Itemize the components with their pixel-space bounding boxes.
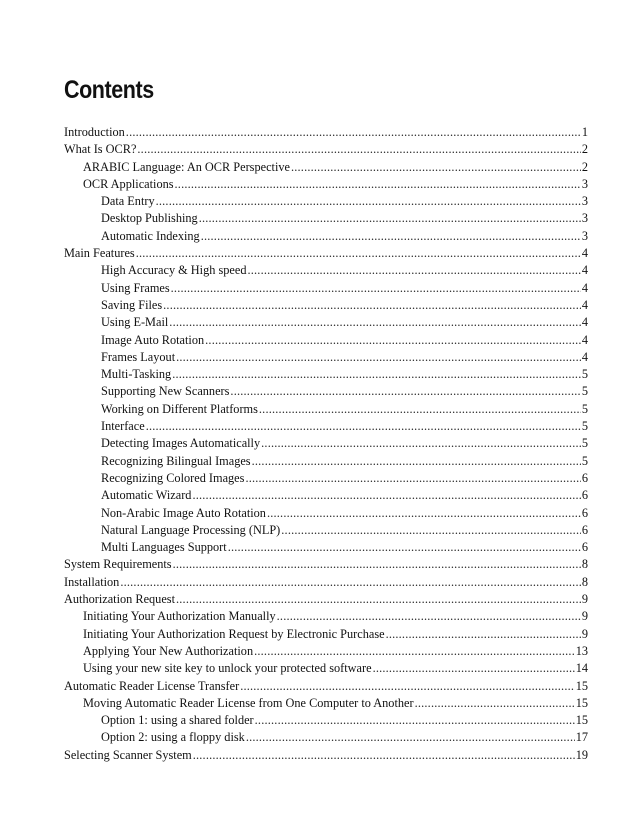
dot-leader [163, 297, 581, 314]
toc-entry[interactable] [64, 141, 588, 158]
toc-entry[interactable] [64, 556, 588, 573]
toc-page-number: 2 [581, 142, 588, 157]
toc-page-number: 4 [581, 315, 588, 330]
toc-page-number: 5 [581, 419, 588, 434]
dot-leader [386, 626, 581, 643]
toc-entry[interactable] [64, 332, 588, 349]
dot-leader [193, 747, 575, 764]
toc-entry[interactable] [64, 418, 588, 435]
toc-entry-title: Natural Language Processing (NLP) [101, 522, 281, 537]
dot-leader [176, 591, 581, 608]
toc-page-number: 9 [581, 626, 588, 641]
toc-entry[interactable] [64, 193, 588, 210]
dot-leader [255, 712, 575, 729]
toc-entry[interactable] [64, 366, 588, 383]
toc-entry-title: Supporting New Scanners [101, 384, 230, 399]
toc-entry-title: Image Auto Rotation [101, 332, 205, 347]
toc-entry-title: Automatic Indexing [101, 228, 200, 243]
toc-page-number: 9 [581, 609, 588, 624]
dot-leader [267, 505, 581, 522]
toc-entry[interactable] [64, 453, 588, 470]
toc-entry[interactable] [64, 210, 588, 227]
toc-entry[interactable] [64, 695, 588, 712]
toc-entry[interactable] [64, 539, 588, 556]
toc-page-number: 5 [581, 384, 588, 399]
toc-entry[interactable] [64, 280, 588, 297]
toc-entry[interactable] [64, 643, 588, 660]
toc-entry-title: Recognizing Bilingual Images [101, 453, 251, 468]
toc-page-number: 6 [581, 522, 588, 537]
toc-page-number: 15 [575, 678, 588, 693]
toc-entry-title: Multi-Tasking [101, 367, 172, 382]
toc-page-number: 13 [575, 643, 588, 658]
toc-entry[interactable] [64, 435, 588, 452]
toc-entry-title: Moving Automatic Reader License from One Computer to Another [83, 695, 414, 710]
toc-page-number: 14 [575, 661, 588, 676]
dot-leader [173, 556, 581, 573]
toc-page-number: 4 [581, 297, 588, 312]
toc-page-number: 6 [581, 505, 588, 520]
toc-entry[interactable] [64, 262, 588, 279]
toc-entry[interactable] [64, 245, 588, 262]
dot-leader [252, 453, 581, 470]
toc-entry[interactable] [64, 660, 588, 677]
toc-entry[interactable] [64, 729, 588, 746]
toc-entry-title: Option 2: using a floppy disk [101, 730, 245, 745]
dot-leader [205, 332, 581, 349]
dot-leader [261, 435, 581, 452]
toc-page-number: 4 [581, 349, 588, 364]
dot-leader [176, 349, 581, 366]
dot-leader [247, 262, 580, 279]
toc-page-number: 5 [581, 453, 588, 468]
toc-entry[interactable] [64, 176, 588, 193]
dot-leader [281, 522, 581, 539]
page-title: Contents [64, 76, 154, 104]
toc-entry[interactable] [64, 487, 588, 504]
toc-page-number: 4 [581, 280, 588, 295]
toc-entry-title: Interface [101, 419, 145, 434]
toc-page-number: 8 [581, 574, 588, 589]
toc-entry[interactable] [64, 678, 588, 695]
dot-leader [230, 383, 580, 400]
toc-entry-title: Saving Files [101, 297, 163, 312]
toc-entry-title: Working on Different Platforms [101, 401, 258, 416]
toc-entry-title: Data Entry [101, 194, 155, 209]
toc-entry[interactable] [64, 124, 588, 141]
dot-leader [245, 470, 580, 487]
toc-entry[interactable] [64, 349, 588, 366]
toc-entry-title: Applying Your New Authorization [83, 643, 254, 658]
toc-entry-title: Introduction [64, 125, 125, 139]
toc-entry[interactable] [64, 470, 588, 487]
toc-page-number: 5 [581, 401, 588, 416]
dot-leader [169, 314, 581, 331]
toc-page-number: 5 [581, 367, 588, 382]
toc-entry-title: Option 1: using a shared folder [101, 713, 254, 728]
toc-page-number: 6 [581, 540, 588, 555]
toc-page-number: 4 [581, 263, 588, 278]
toc-page-number: 2 [581, 159, 588, 174]
toc-entry[interactable] [64, 574, 588, 591]
dot-leader [146, 418, 581, 435]
toc-page-number: 3 [581, 176, 588, 191]
toc-page-number: 15 [575, 713, 588, 728]
dot-leader [373, 660, 575, 677]
dot-leader [240, 678, 575, 695]
dot-leader [120, 574, 581, 591]
dot-leader [199, 210, 581, 227]
toc-page-number: 8 [581, 557, 588, 572]
toc-entry-title: Frames Layout [101, 349, 176, 364]
toc-entry[interactable] [64, 522, 588, 539]
toc-entry[interactable] [64, 314, 588, 331]
toc-entry[interactable] [64, 297, 588, 314]
dot-leader [291, 159, 581, 176]
toc-entry-title: System Requirements [64, 557, 172, 572]
toc-entry-title: Recognizing Colored Images [101, 470, 245, 485]
toc-page-number: 3 [581, 211, 588, 226]
table-of-contents [64, 124, 588, 764]
toc-page-number: 9 [581, 592, 588, 607]
toc-page-number: 19 [575, 747, 588, 762]
toc-page-number: 3 [581, 194, 588, 209]
dot-leader [171, 280, 581, 297]
toc-entry-title: Initiating Your Authorization Request by Electronic Purchase [83, 626, 385, 641]
dot-leader [201, 228, 581, 245]
toc-entry-title: Desktop Publishing [101, 211, 198, 226]
dot-leader [126, 124, 581, 141]
dot-leader [137, 141, 580, 158]
toc-page-number: 4 [581, 246, 588, 261]
dot-leader [175, 176, 581, 193]
toc-page-number: 17 [575, 730, 588, 745]
toc-entry[interactable] [64, 401, 588, 418]
toc-entry[interactable] [64, 747, 588, 764]
toc-entry-title: High Accuracy & High speed [101, 263, 247, 278]
toc-entry[interactable] [64, 383, 588, 400]
toc-entry-title: Installation [64, 574, 120, 589]
toc-entry-title: Selecting Scanner System [64, 747, 192, 762]
dot-leader [228, 539, 581, 556]
toc-entry-title: Automatic Wizard [101, 488, 192, 503]
toc-entry[interactable] [64, 228, 588, 245]
toc-page-number: 1 [581, 125, 588, 139]
dot-leader [246, 729, 575, 746]
dot-leader [277, 608, 581, 625]
toc-page-number: 6 [581, 470, 588, 485]
toc-entry-title: Authorization Request [64, 592, 175, 607]
dot-leader [156, 193, 581, 210]
toc-page-number: 5 [581, 436, 588, 451]
dot-leader [192, 487, 580, 504]
toc-entry[interactable] [64, 712, 588, 729]
toc-entry-title: Using Frames [101, 280, 170, 295]
toc-page-number: 3 [581, 228, 588, 243]
toc-entry[interactable] [64, 608, 588, 625]
toc-entry[interactable] [64, 591, 588, 608]
toc-entry[interactable] [64, 505, 588, 522]
toc-entry-title: Multi Languages Support [101, 540, 227, 555]
toc-entry-title: What Is OCR? [64, 142, 137, 157]
toc-entry-title: Non-Arabic Image Auto Rotation [101, 505, 266, 520]
dot-leader [254, 643, 575, 660]
toc-page-number: 6 [581, 488, 588, 503]
dot-leader [172, 366, 581, 383]
dot-leader [259, 401, 581, 418]
toc-entry-title: Main Features [64, 246, 135, 261]
toc-entry-title: ARABIC Language: An OCR Perspective [83, 159, 290, 174]
toc-entry-title: Automatic Reader License Transfer [64, 678, 240, 693]
toc-entry-title: OCR Applications [83, 176, 174, 191]
toc-page-number: 15 [575, 695, 588, 710]
toc-entry-title: Using your new site key to unlock your protected software [83, 661, 372, 676]
toc-page-number: 4 [581, 332, 588, 347]
toc-entry-title: Initiating Your Authorization Manually [83, 609, 276, 624]
toc-entry-title: Using E-Mail [101, 315, 169, 330]
toc-entry[interactable] [64, 159, 588, 176]
toc-entry-title: Detecting Images Automatically [101, 436, 261, 451]
dot-leader [415, 695, 575, 712]
dot-leader [136, 245, 581, 262]
toc-entry[interactable] [64, 626, 588, 643]
